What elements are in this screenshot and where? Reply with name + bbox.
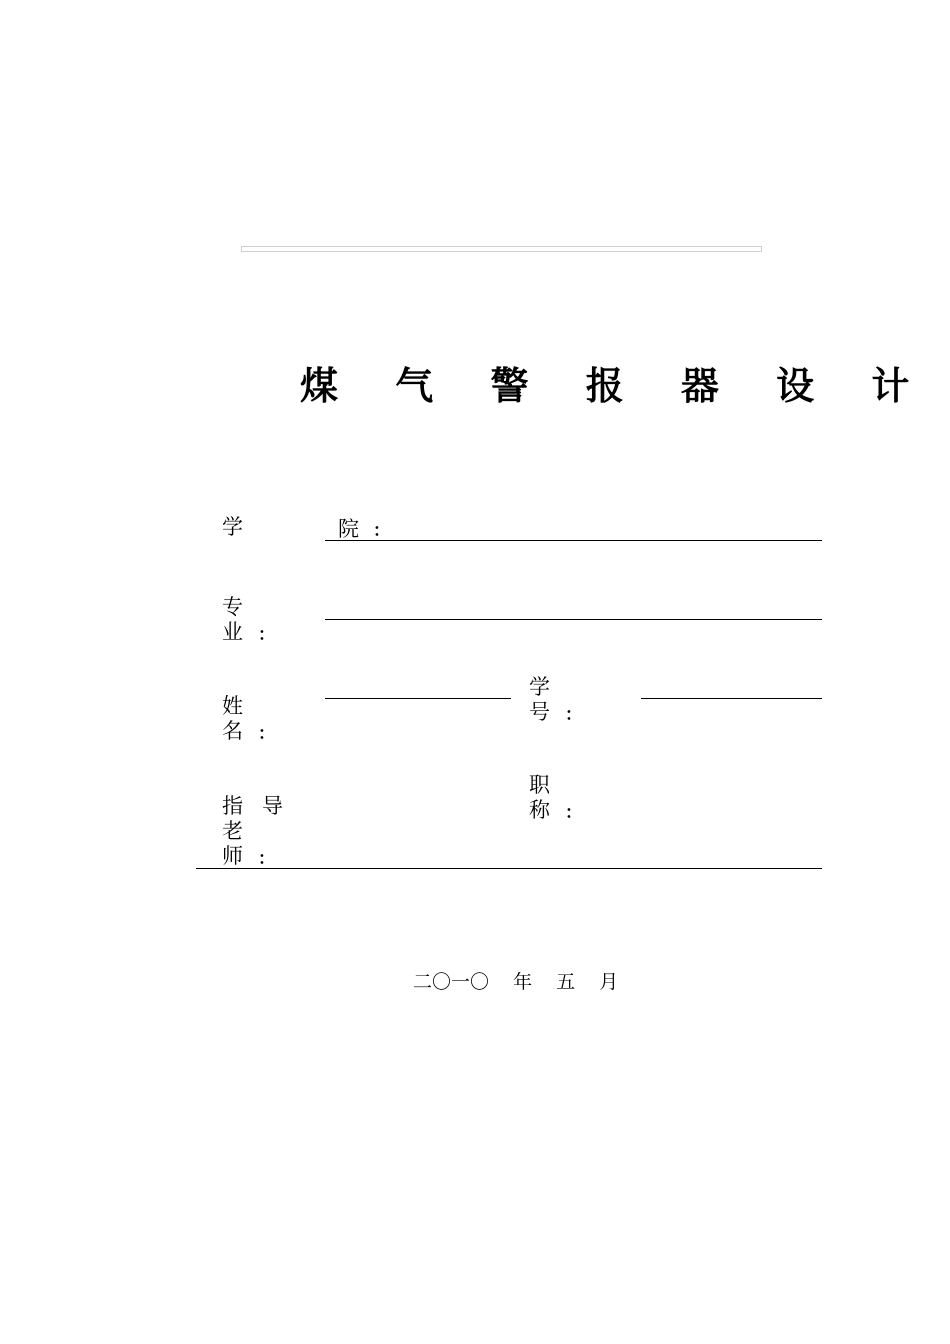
- advisor-label-char-2: 导: [262, 794, 283, 818]
- student-id-input-line[interactable]: [641, 698, 822, 699]
- college-label-char-1: 学: [222, 515, 243, 539]
- rank-label-char-2: 称: [529, 798, 550, 822]
- major-input-line[interactable]: [325, 619, 822, 620]
- major-label-char-2: 业: [222, 620, 243, 644]
- name-label-char-1: 姓: [222, 694, 243, 718]
- date-year-unit: 年: [513, 971, 533, 993]
- broken-banner-image: [241, 246, 762, 252]
- major-label-char-1: 专: [222, 595, 243, 619]
- advisor-colon: ：: [258, 849, 275, 869]
- advisor-rank-input-line[interactable]: [196, 868, 822, 869]
- advisor-label-char-4: 师: [222, 844, 243, 868]
- student-id-colon: ：: [565, 705, 582, 725]
- rank-label-char-1: 职: [529, 773, 550, 797]
- advisor-label-char-1: 指: [222, 794, 243, 818]
- student-id-label-char-2: 号: [529, 700, 550, 724]
- advisor-label-char-3: 老: [222, 819, 243, 843]
- date-month-unit: 月: [599, 971, 619, 993]
- name-input-line[interactable]: [325, 698, 511, 699]
- document-title: 煤 气 警 报 器 设 计: [300, 364, 932, 408]
- date-year: 二〇一〇: [413, 971, 490, 993]
- student-id-label-char-1: 学: [529, 675, 550, 699]
- college-colon: ：: [373, 521, 390, 541]
- major-colon: ：: [258, 625, 275, 645]
- name-label-char-2: 名: [222, 719, 243, 743]
- college-input-line[interactable]: [325, 540, 822, 541]
- date-month: 五: [556, 971, 576, 993]
- date-line: [413, 970, 618, 994]
- college-label-char-2: 院: [338, 517, 359, 541]
- broken-image-icon: [242, 247, 260, 253]
- rank-colon: ：: [565, 803, 582, 823]
- name-colon: ：: [258, 724, 275, 744]
